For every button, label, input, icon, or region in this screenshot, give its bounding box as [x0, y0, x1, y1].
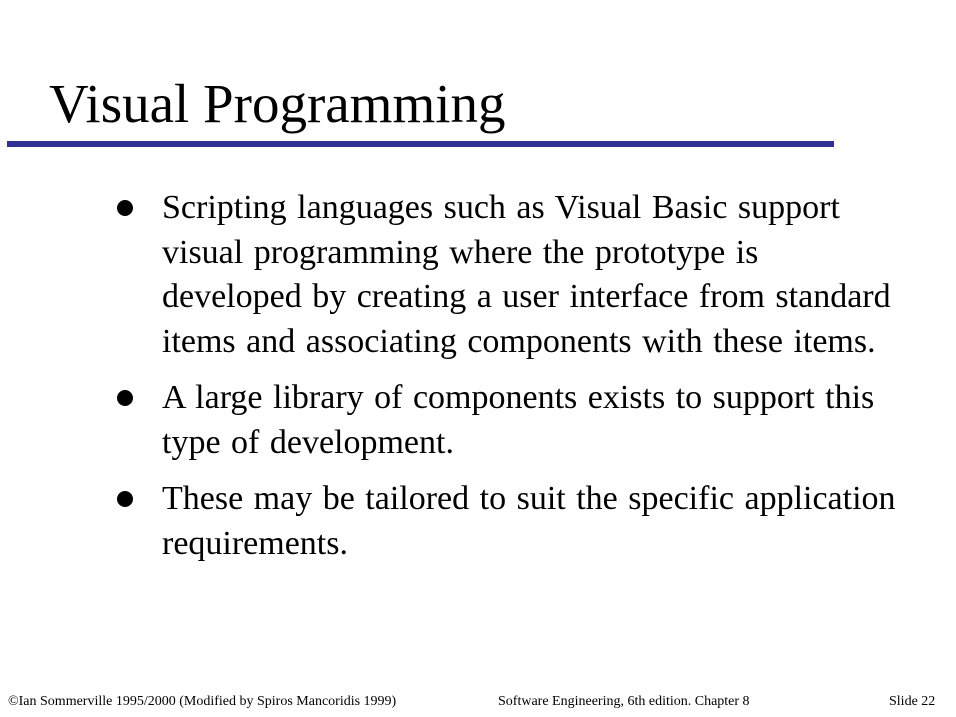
footer-book-info: Software Engineering, 6th edition. Chapter 8 — [498, 694, 750, 709]
bullet-item — [112, 376, 902, 465]
bullet-dot-icon — [117, 390, 133, 406]
footer-copyright: ©Ian Sommerville 1995/2000 (Modified by Spiros Mancoridis 1999) — [8, 694, 397, 709]
slide-title: Visual Programming — [49, 73, 506, 134]
bullet-text: A large library of components exists to support this type of development. — [162, 379, 875, 461]
bullet-dot-icon — [117, 200, 133, 216]
footer-slide-number: Slide 22 — [889, 694, 936, 709]
bullet-item — [112, 186, 902, 364]
bullet-dot-icon — [117, 491, 133, 507]
bullet-list — [112, 186, 902, 578]
bullet-text: Scripting languages such as Visual Basic support visual programming where the prototype is developed by creating a user interface from standard items and associating components with these items. — [162, 189, 891, 360]
bullet-item — [112, 477, 902, 566]
bullet-text: These may be tailored to suit the specific application requirements. — [162, 480, 896, 562]
title-underline — [7, 141, 834, 147]
